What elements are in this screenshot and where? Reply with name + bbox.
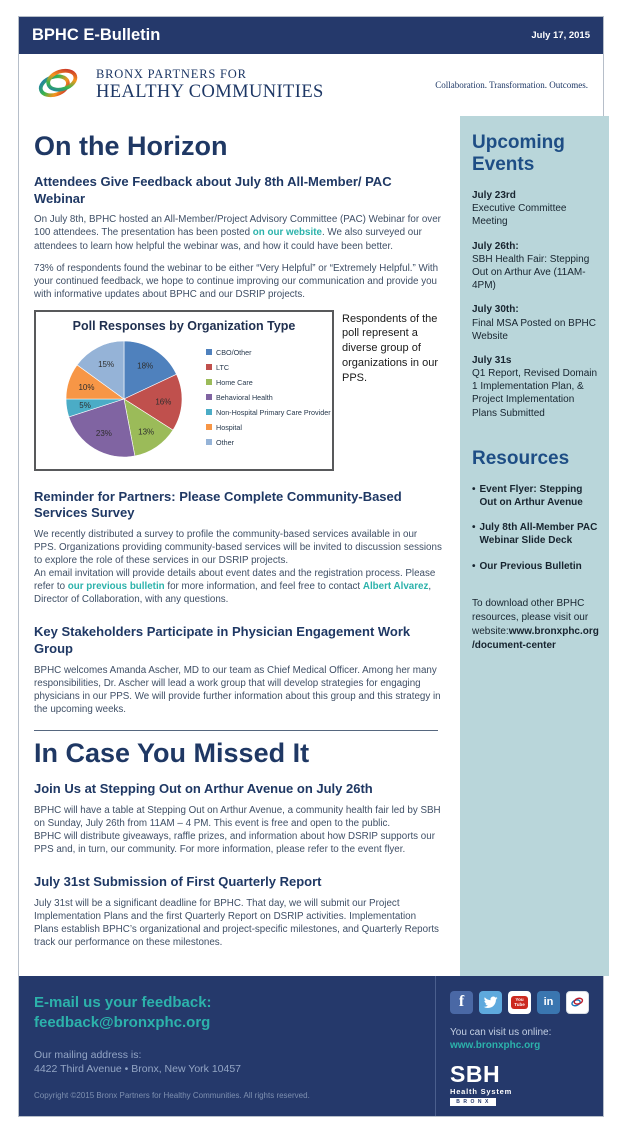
- pie-label: 10%: [78, 382, 95, 392]
- event-item: [472, 303, 599, 343]
- resources-title: Resources: [472, 447, 570, 469]
- bphc-swirl-icon[interactable]: [566, 991, 589, 1014]
- resources-note: [472, 597, 599, 654]
- chart-annotation: Respondents of the poll represent a diverse group of organizations in our PPS.: [342, 312, 439, 384]
- pie-label: 13%: [138, 427, 155, 437]
- event-date: July 30th:: [472, 304, 519, 316]
- article-quarterly-p1: July 31st will be a significant deadline for BPHC. That day, we will submit our Project Implementation Plans and the first Quarterly Report on DSRIP activities. Implementation Plans establish BPHC’s organizational and project-specific milestones, and Quarterly Reports track our performance on these milestones.: [34, 897, 439, 948]
- footer-right: [436, 976, 603, 1116]
- resource-label: July 8th All-Member PAC Webinar Slide Deck: [479, 522, 598, 547]
- chart-title: Poll Responses by Organization Type: [72, 318, 296, 333]
- main-column: [19, 116, 456, 976]
- linkedin-icon[interactable]: in: [537, 991, 560, 1014]
- article-heading-stakeholders: Key Stakeholders Participate in Physician Engagement Work Group: [34, 624, 411, 657]
- resources-list: [472, 483, 599, 573]
- bullet-glyph: •: [472, 483, 476, 495]
- legend-swatch: [206, 349, 212, 355]
- resource-item[interactable]: [472, 560, 599, 573]
- attendees-p1-pre: On July 8th, BPHC hosted an All-Member/Project Advisory Committee (PAC) Webinar for over 100 attendees. The presentation has been posted: [34, 214, 441, 239]
- legend-item: [206, 438, 330, 447]
- pie-label: 5%: [79, 400, 91, 410]
- section-title-on-horizon: On the Horizon: [34, 131, 228, 161]
- event-desc: Executive Committee Meeting: [472, 203, 567, 228]
- pie-label: 15%: [98, 359, 115, 369]
- upcoming-events-title: Upcoming Events: [472, 132, 565, 175]
- legend-swatch: [206, 409, 212, 415]
- feedback-email-link[interactable]: feedback@bronxphc.org: [34, 1014, 211, 1032]
- legend-item: [206, 363, 330, 372]
- sbh-logo-subtitle: Health System: [450, 1086, 513, 1096]
- article-stepping-out-p: [34, 804, 442, 856]
- resources-note-pre: To download other BPHC resources, please visit our website:: [472, 597, 589, 638]
- poll-chart-box: [34, 310, 334, 471]
- event-date: July 23rd: [472, 190, 516, 201]
- address-label: Our mailing address is:: [34, 1049, 142, 1062]
- events-list: [472, 189, 599, 420]
- sbh-logo-bar: BRONX: [450, 1098, 496, 1106]
- pie-label: 18%: [137, 361, 154, 371]
- attendees-p1-post: . We also surveyed our attendees to learn how helpful the webinar was, and how it could have been better.: [34, 227, 422, 252]
- legend-label: CBO/Other: [216, 347, 252, 357]
- legend-label: Hospital: [216, 422, 242, 432]
- social-icons-row: [450, 991, 595, 1014]
- article-heading-quarterly: July 31st Submission of First Quarterly Report: [34, 873, 322, 889]
- stepping-out-p2: BPHC will distribute giveaways, raffle prizes, and information about how DSRIP supports our PPS and, in turn, our community. For more information, please refer to the event flyer.: [34, 830, 435, 855]
- pie-label: 16%: [155, 397, 172, 407]
- sbh-logo-name: SBH: [450, 1060, 501, 1087]
- copyright: Copyright ©2015 Bronx Partners for Healthy Communities. All rights reserved.: [34, 1091, 310, 1101]
- legend-label: Non-Hospital Primary Care Provider: [216, 407, 331, 417]
- resource-item[interactable]: [472, 483, 599, 509]
- document-center-link[interactable]: www.bronxphc.org /document-center: [472, 626, 599, 652]
- resource-item[interactable]: [472, 521, 599, 547]
- legend-swatch: [206, 394, 212, 400]
- article-heading-stepping-out: Join Us at Stepping Out on Arthur Avenue on July 26th: [34, 780, 373, 796]
- brand-line1: BRONX PARTNERS FOR: [96, 67, 247, 82]
- chart-legend: [206, 333, 330, 463]
- top-bar: [19, 17, 603, 54]
- on-our-website-link[interactable]: on our website: [252, 227, 322, 239]
- visit-label: You can visit us online:: [450, 1026, 552, 1038]
- section-title-missed-it: In Case You Missed It: [34, 738, 310, 769]
- address: 4422 Third Avenue • Bronx, New York 10457: [34, 1063, 242, 1076]
- footer: [19, 976, 603, 1116]
- brand-name: [96, 67, 324, 103]
- albert-alvarez-link[interactable]: Albert Alvarez: [362, 581, 429, 593]
- event-item: [472, 354, 599, 420]
- twitter-icon[interactable]: [479, 991, 502, 1014]
- reminder-p2-pre: An email invitation will provide details about event dates and the registration process. Please refer to: [34, 568, 436, 593]
- legend-item: [206, 408, 330, 417]
- chart-row: [34, 310, 442, 471]
- content-row: [19, 116, 603, 976]
- previous-bulletin-link[interactable]: our previous bulletin: [67, 581, 165, 593]
- reminder-p1: We recently distributed a survey to profile the community-based services available in our PPS. Organizations providing community-based services will be invited to discussion sessions to explore the role of these services in our DSRIP projects.: [34, 529, 442, 567]
- stepping-out-p1: BPHC will have a table at Stepping Out on Arthur Avenue, a community health fair led by SBH on Sunday, July 26th from 11AM – 4 PM. This event is free and open to the public.: [34, 804, 441, 829]
- youtube-icon[interactable]: [508, 991, 531, 1014]
- bulletin-title: BPHC E-Bulletin: [32, 26, 161, 44]
- event-date: July 26th:: [472, 240, 519, 252]
- legend-swatch: [206, 439, 212, 445]
- pie-chart: [38, 333, 206, 463]
- sidebar: [460, 116, 609, 976]
- article-heading-reminder: Reminder for Partners: Please Complete Community-Based Services Survey: [34, 488, 402, 521]
- website-link[interactable]: www.bronxphc.org: [450, 1039, 541, 1051]
- article-attendees-p2: 73% of respondents found the webinar to be either “Very Helpful” or “Extremely Helpful.” With your continued feedback, we hope to continue improving our communication and provide you with informative updates about BPHC and our DSRIP projects.: [34, 262, 439, 300]
- brand-tagline: Collaboration. Transformation. Outcomes.: [435, 80, 588, 90]
- event-desc: Final MSA Posted on BPHC Website: [472, 317, 596, 342]
- sbh-logo: [450, 1060, 595, 1106]
- resource-label: Event Flyer: Stepping Out on Arthur Avenue: [479, 483, 583, 508]
- feedback-heading: E-mail us your feedback:: [34, 993, 212, 1011]
- bulletin-date: July 17, 2015: [531, 30, 590, 41]
- article-attendees-p1: [34, 213, 442, 252]
- legend-swatch: [206, 424, 212, 430]
- footer-left: [19, 976, 436, 1116]
- event-desc: Q1 Report, Revised Domain 1 Implementation Plan, & Project Implementation Plans Submitted: [472, 368, 598, 419]
- article-heading-attendees: Attendees Give Feedback about July 8th All-Member/ PAC Webinar: [34, 173, 392, 206]
- youtube-badge: You Tube: [511, 996, 528, 1009]
- legend-label: Other: [216, 437, 234, 447]
- article-reminder-p: [34, 528, 442, 606]
- event-item: [472, 240, 599, 293]
- chart-body: [38, 333, 330, 463]
- bphc-swirl-logo-icon: [31, 62, 87, 109]
- event-date: July 31s: [472, 354, 512, 366]
- brand-line2: HEALTHY COMMUNITIES: [96, 81, 324, 102]
- legend-swatch: [206, 379, 212, 385]
- legend-item: [206, 348, 330, 357]
- facebook-icon[interactable]: f: [450, 991, 473, 1014]
- section-divider: [34, 730, 438, 731]
- legend-item: [206, 423, 330, 432]
- resource-label: Our Previous Bulletin: [479, 560, 582, 572]
- legend-label: Home Care: [216, 377, 253, 387]
- bulletin-page: [18, 16, 604, 1117]
- event-item: [472, 189, 599, 229]
- legend-label: Behavioral Health: [216, 392, 273, 402]
- legend-label: LTC: [216, 362, 230, 372]
- reminder-p2-mid: for more information, and feel free to contact: [164, 581, 363, 593]
- reminder-p2-post: , Director of Collaboration, with any questions.: [34, 581, 432, 606]
- bullet-glyph: •: [472, 522, 476, 534]
- reminder-p2: [34, 567, 442, 606]
- logo-band: [19, 54, 603, 116]
- legend-item: [206, 393, 330, 402]
- event-desc: SBH Health Fair: Stepping Out on Arthur Ave (11AM-4PM): [472, 253, 590, 292]
- bullet-glyph: •: [472, 560, 476, 572]
- pie-label: 23%: [95, 428, 112, 438]
- legend-swatch: [206, 364, 212, 370]
- article-stakeholders-p1: BPHC welcomes Amanda Ascher, MD to our team as Chief Medical Officer. Among her many responsibilities, Dr. Ascher will lead a work group that will develop strategies for engaging physicians in our PPS. We will provide further information about this group and this strategy in the upcoming weeks.: [34, 665, 441, 716]
- legend-item: [206, 378, 330, 387]
